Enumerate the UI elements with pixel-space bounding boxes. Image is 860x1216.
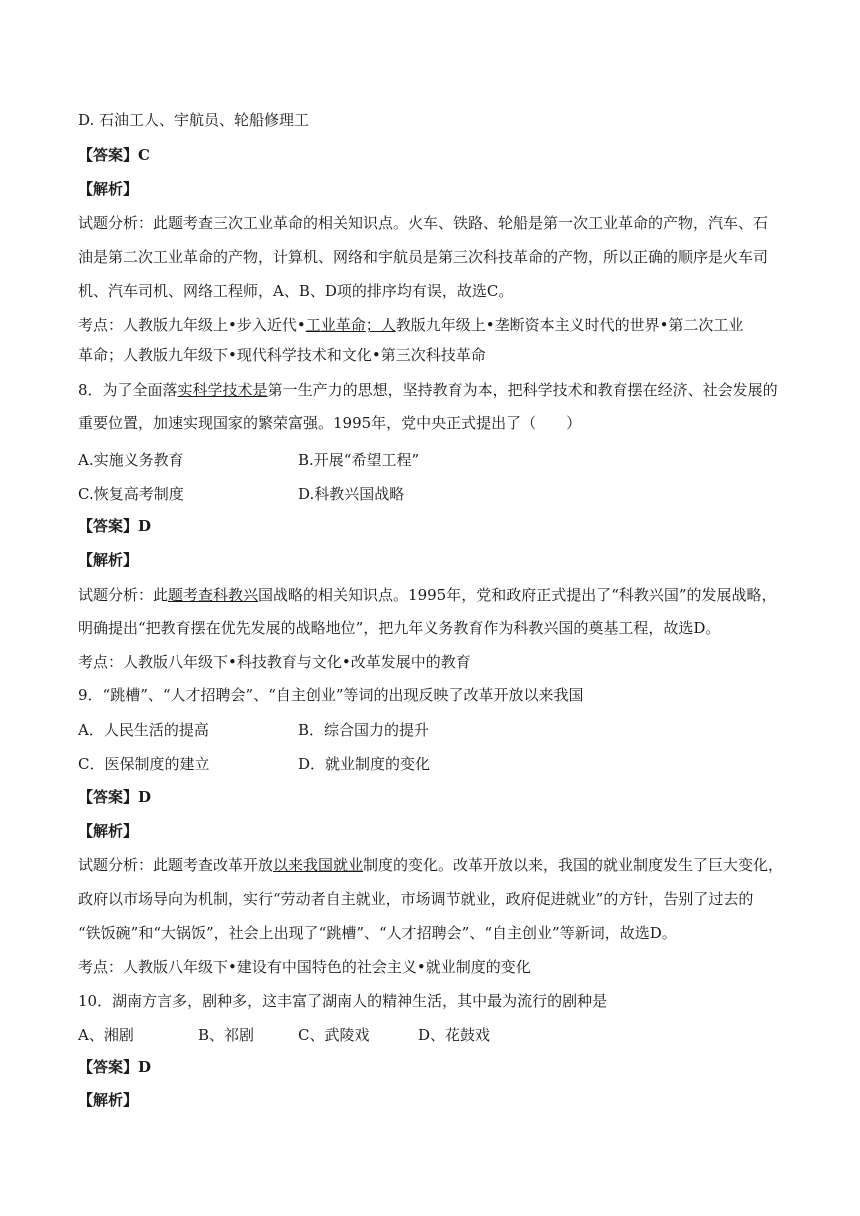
q10-option-c: C、武陵戏: [298, 1026, 370, 1044]
q8-option-a: A.实施义务教育: [78, 451, 184, 469]
q10-answer: 【答案】D: [78, 1058, 152, 1076]
q7-kaodian-suffix: 教版九年级上•垄断资本主义时代的世界•第二次工业: [395, 316, 744, 334]
q7-analysis-line: 机、汽车司机、网络工程师，A、B、D项的排序均有误，故选C。: [78, 282, 514, 300]
q10-option-a: A、湘剧: [78, 1026, 134, 1044]
q9-kaodian: 考点：人教版八年级下•建设有中国特色的社会主义•就业制度的变化: [78, 958, 531, 976]
q8-analysis-suffix: 国战略的相关知识点。1995年，党和政府正式提出了“科教兴国”的发展战略，: [258, 586, 777, 604]
q9-option-b: B．综合国力的提升: [298, 721, 430, 739]
q8-stem: [78, 380, 784, 400]
q8-kaodian: 考点：人教版八年级下•科技教育与文化•改革发展中的教育: [78, 653, 471, 671]
q8-stem-suffix: 第一生产力的思想，坚持教育为本，把科学技术和教育摆在经济、社会发展的: [267, 381, 778, 399]
q9-analysis: [78, 855, 784, 875]
q9-analysis-line2: 政府以市场导向为机制，实行“劳动者自主就业，市场调节就业，政府促进就业”的方针，告别了过去的: [78, 890, 754, 908]
q7-option-d: D. 石油工人、宇航员、轮船修理工: [78, 111, 310, 129]
q7-kaodian-underlined: 工业革命；人: [305, 316, 396, 334]
q8-stem-line2: 重要位置，加速实现国家的繁荣富强。1995年，党中央正式提出了（ ）: [78, 414, 582, 432]
q8-analysis-underlined: 题考查科教兴: [168, 586, 259, 604]
q9-option-a: A．人民生活的提高: [78, 721, 209, 739]
q8-answer: 【答案】D: [78, 517, 152, 535]
q7-analysis-line: 油是第二次工业革命的产物，计算机、网络和宇航员是第三次科技革命的产物，所以正确的顺序是火车司: [78, 248, 769, 266]
q9-analysis-line3: “铁饭碗”和“大锅饭”，社会上出现了“跳槽”、“人才招聘会”、“自主创业”等新词，故选D。: [78, 924, 677, 942]
q9-analysis-suffix: 制度的变化。改革开放以来，我国的就业制度发生了巨大变化，: [363, 856, 784, 874]
q7-answer: 【答案】C: [78, 146, 150, 164]
q8-analysis-line2: 明确提出“把教育摆在优先发展的战略地位”，把九年义务教育作为科教兴国的奠基工程，故选D。: [78, 619, 721, 637]
q8-stem-prefix: 8．为了全面落: [78, 381, 178, 399]
q10-option-b: B、祁剧: [198, 1026, 255, 1044]
q9-option-d: D．就业制度的变化: [298, 755, 431, 773]
q7-analysis-line: 试题分析：此题考查三次工业革命的相关知识点。火车、铁路、轮船是第一次工业革命的产物，汽车、石: [78, 214, 769, 232]
q8-option-b: B.开展“希望工程”: [298, 451, 420, 469]
q9-option-c: C．医保制度的建立: [78, 755, 210, 773]
q9-analysis-label: 【解析】: [78, 822, 139, 840]
q10-analysis-label: 【解析】: [78, 1091, 139, 1109]
q10-option-d: D、花鼓戏: [418, 1026, 491, 1044]
q8-analysis-label: 【解析】: [78, 551, 139, 569]
q9-analysis-prefix: 试题分析：此题考查改革开放: [78, 856, 274, 874]
q7-kaodian-prefix: 考点：人教版九年级上•步入近代•: [78, 316, 306, 334]
q8-option-d: D.科教兴国战略: [298, 485, 405, 503]
q7-kaodian-line2: 革命；人教版九年级下•现代科学技术和文化•第三次科技革命: [78, 346, 486, 364]
q8-analysis-prefix: 试题分析：此: [78, 586, 169, 604]
q8-option-c: C.恢复高考制度: [78, 485, 184, 503]
q9-answer: 【答案】D: [78, 788, 152, 806]
q9-analysis-underlined: 以来我国就业: [273, 856, 364, 874]
q10-stem: 10．湖南方言多，剧种多，这丰富了湖南人的精神生活，其中最为流行的剧种是: [78, 992, 608, 1010]
q7-kaodian: [78, 315, 784, 335]
q8-analysis: [78, 585, 784, 605]
q9-stem: 9．“跳槽”、“人才招聘会”、“自主创业”等词的出现反映了改革开放以来我国: [78, 686, 584, 704]
q8-stem-underlined: 实科学技术是: [177, 381, 268, 399]
q7-analysis-label: 【解析】: [78, 180, 139, 198]
